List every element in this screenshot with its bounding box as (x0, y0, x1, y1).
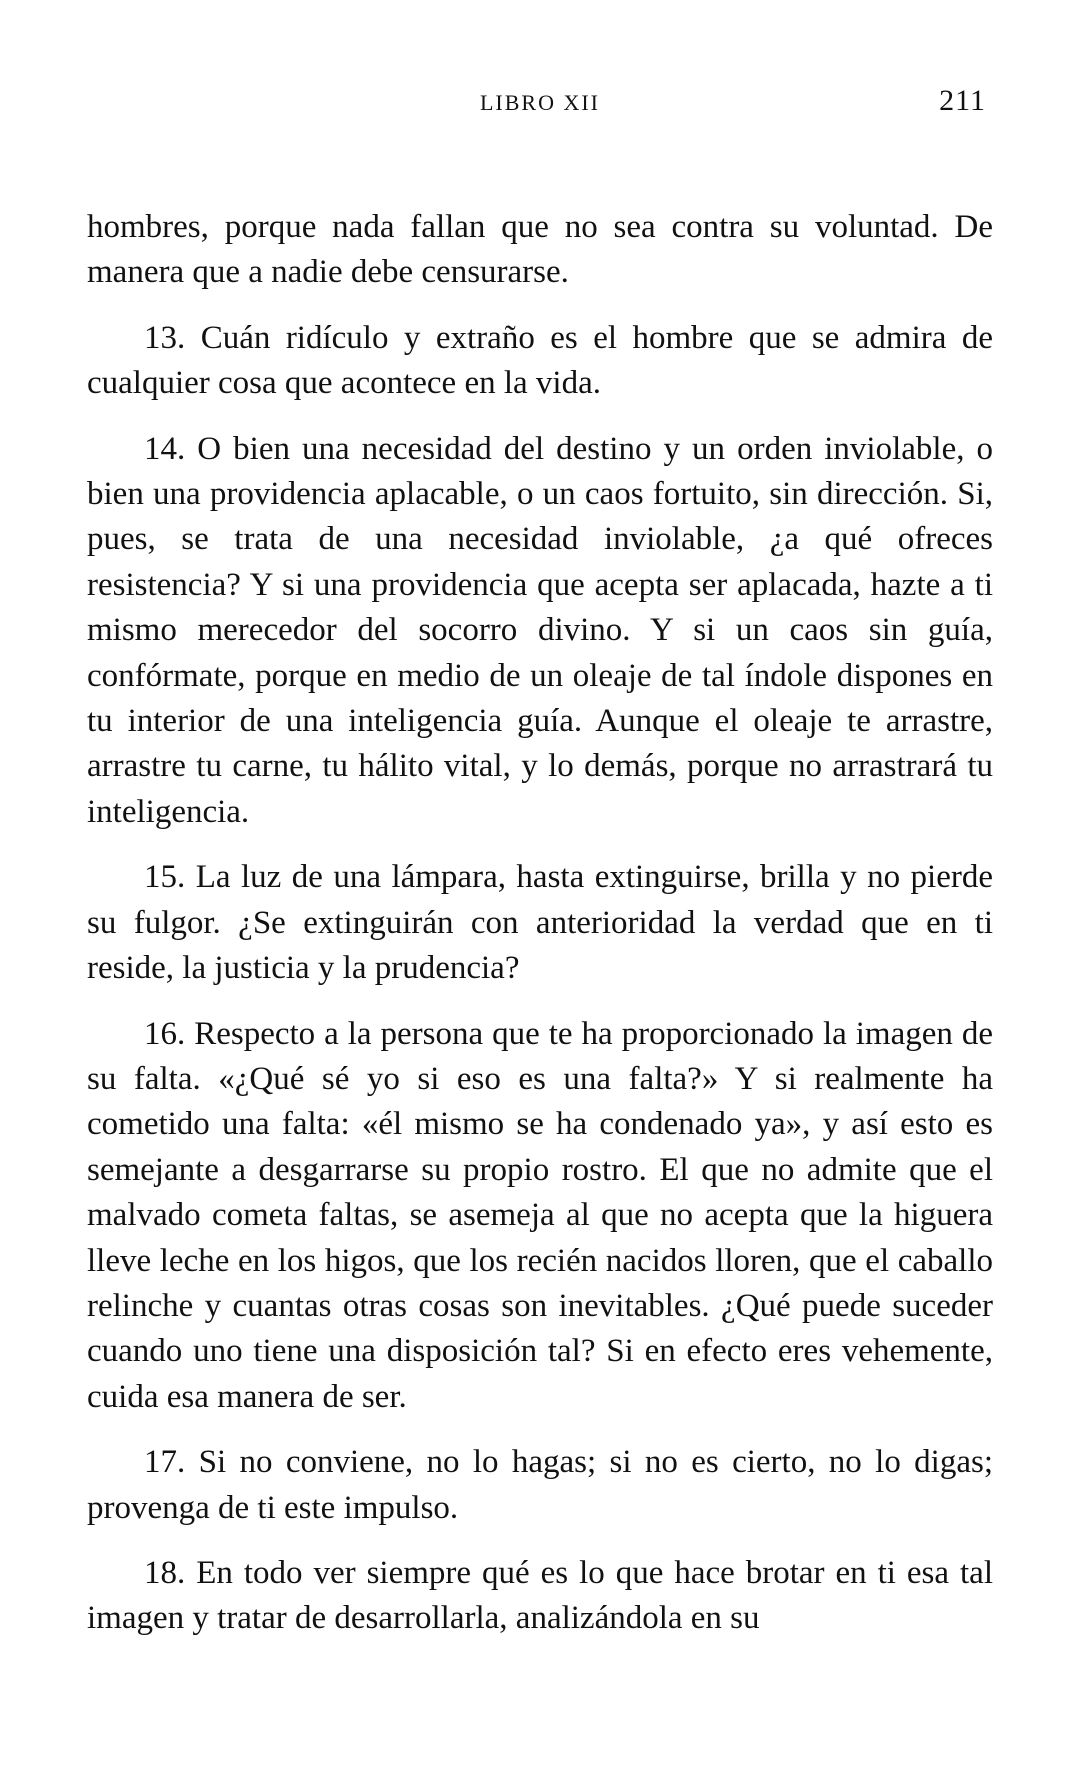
paragraph-16: 16. Respecto a la persona que te ha proporcionado la imagen de su falta. «¿Qué sé yo si eso es una falta?» Y si realmente ha cometido una falta: «él mismo se ha condenado ya», y así esto es semejante a desgarrarse su propio rostro. El que no admite que el malvado cometa faltas, se asemeja al que no acepta que la higuera lleve leche en los higos, que los recién nacidos lloren, que el caballo relinche y cuantas otras cosas son inevitables. ¿Qué puede suceder cuando uno tiene una disposición tal? Si en efecto eres vehemente, cuida esa manera de ser. (87, 1015, 993, 1415)
paragraph-15: 15. La luz de una lámpara, hasta extinguirse, brilla y no pierde su fulgor. ¿Se extinguirán con anterioridad la verdad que en ti reside, la justicia y la prudencia? (87, 859, 993, 987)
page-number: 211 (939, 84, 986, 117)
paragraph-17: 17. Si no conviene, no lo hagas; si no es cierto, no lo digas; provenga de ti este impulso. (87, 1444, 993, 1526)
paragraph-18: 18. En todo ver siempre qué es lo que hace brotar en ti esa tal imagen y tratar de desarrollarla, analizándola en su (87, 1554, 993, 1637)
body-text (87, 205, 993, 1642)
running-header (0, 84, 1080, 124)
running-title: LIBRO XII (479, 90, 601, 115)
paragraph-14: 14. O bien una necesidad del destino y un orden inviolable, o bien una providencia aplacable, o un caos fortuito, sin dirección. Si, pues, se trata de una necesidad inviolable, ¿a qué ofreces resistencia? Y si una providencia que acepta ser aplacada, hazte a ti mismo merecedor del socorro divino. Y si un caos sin guía, confórmate, porque en medio de un oleaje de tal índole dispones en tu interior de una inteligencia guía. Aunque el oleaje te arrastre, arrastre tu carne, tu hálito vital, y lo demás, porque no arrastrará tu inteligencia. (87, 430, 993, 830)
paragraph-13: 13. Cuán ridículo y extraño es el hombre que se admira de cualquier cosa que acontece en la vida. (87, 319, 993, 402)
paragraph-continuation: hombres, porque nada fallan que no sea contra su voluntad. De manera que a nadie debe censurarse. (87, 209, 993, 291)
